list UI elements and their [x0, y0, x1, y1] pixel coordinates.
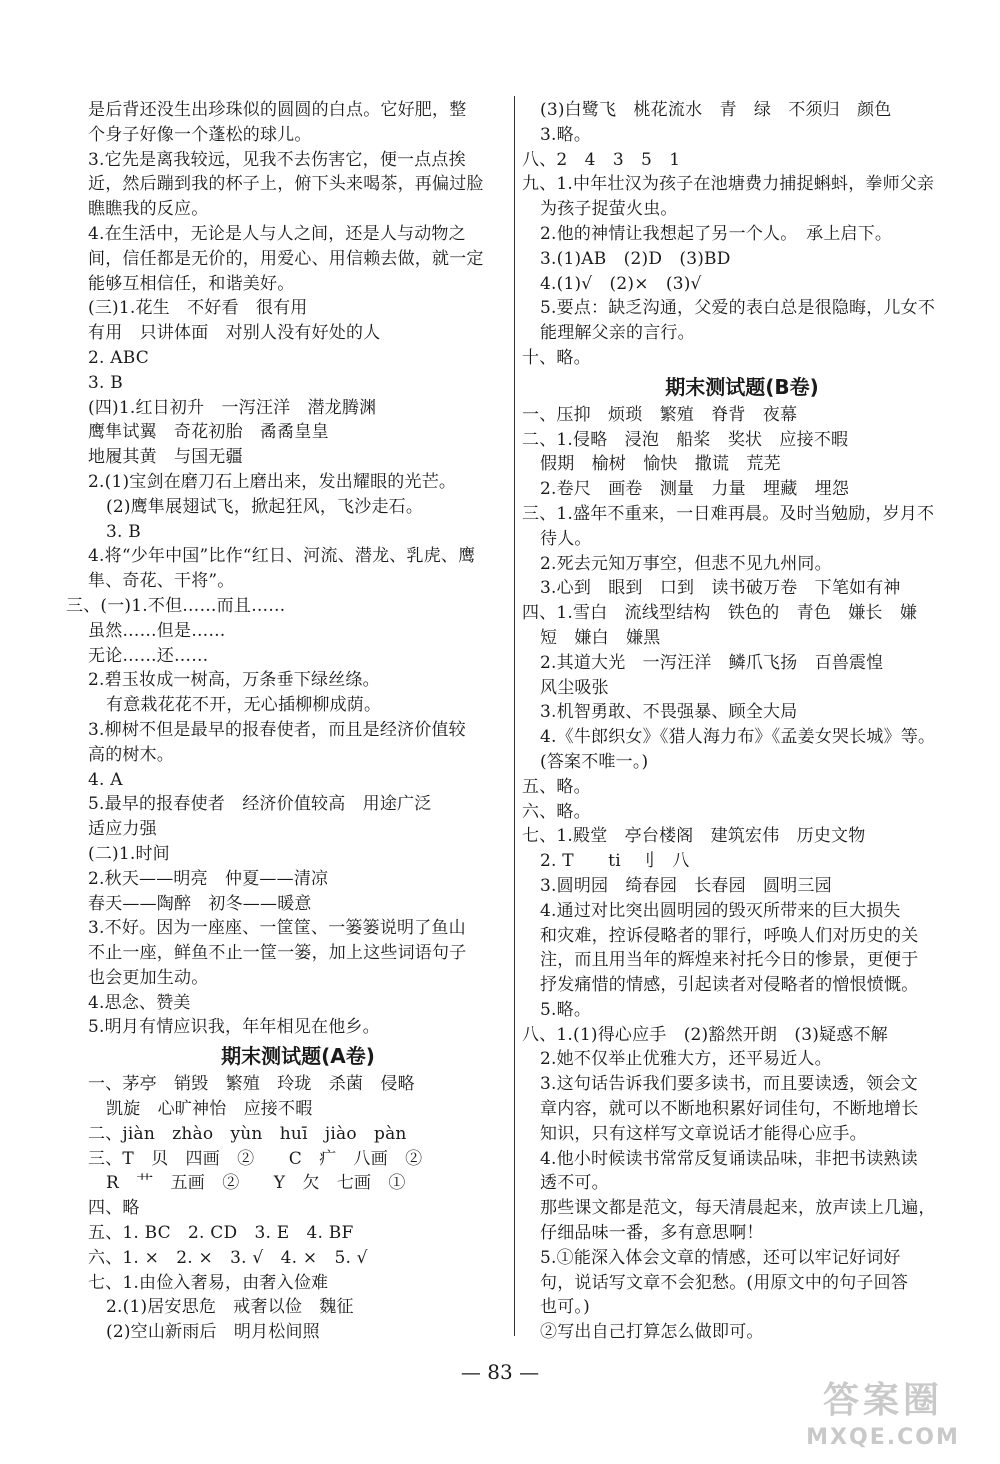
answer-line: 十、略。 — [522, 347, 591, 368]
answer-line: 也会更加生动。 — [88, 967, 209, 988]
answer-line: R 艹 五画 ② Y 欠 七画 ① — [106, 1173, 406, 1194]
answer-line: 3.圆明园 绮春园 长春园 圆明三园 — [540, 875, 832, 896]
answer-line: 4.在生活中，无论是人与人之间，还是人与动物之 — [88, 223, 466, 244]
answer-line: 3.(1)AB (2)D (3)BD — [540, 248, 731, 269]
answer-line: 透不可。 — [540, 1173, 609, 1194]
answer-line: 2.她不仅举止优雅大方，还平易近人。 — [540, 1049, 832, 1070]
answer-line: 一、压抑 烦琐 繁殖 脊背 夜幕 — [522, 404, 798, 425]
answer-line: 3.机智勇敢、不畏强暴、顾全大局 — [540, 702, 798, 723]
left-column — [66, 98, 508, 1345]
answer-line: 五、1. BC 2. CD 3. E 4. BF — [88, 1223, 354, 1244]
section-heading: 期末测试题(B卷) — [665, 374, 819, 399]
answer-line: 虽然……但是…… — [88, 620, 226, 641]
answer-line: 近，然后蹦到我的杯子上，俯下头来喝茶，再偏过脸 — [88, 174, 484, 195]
answer-line: 5.①能深入体会文章的情感，还可以牢记好词好 — [540, 1247, 901, 1268]
answer-line: 3.不好。因为一座座、一筐筐、一篓篓说明了鱼山 — [88, 918, 466, 939]
answer-line: 2.(1)宝剑在磨刀石上磨出来，发出耀眼的光芒。 — [88, 471, 457, 492]
answer-line: 三、1.盛年不重来，一日难再晨。及时当勉励，岁月不 — [522, 503, 935, 524]
section-heading: 期末测试题(A卷) — [221, 1044, 375, 1069]
answer-line: 三、T 贝 四画 ② C 疒 八画 ② — [88, 1148, 423, 1169]
answer-line: 5.明月有情应识我，年年相见在他乡。 — [88, 1017, 380, 1038]
answer-line: 仔细品味一番，多有意思啊！ — [540, 1223, 764, 1244]
answer-line: 和灾难，控诉侵略者的罪行，呼唤人们对历史的关 — [540, 925, 919, 946]
answer-line: 短 嫌白 嫌黑 — [540, 627, 661, 648]
answer-line: 八、2 4 3 5 1 — [522, 149, 681, 170]
watermark-url: MXQE.COM — [806, 1425, 960, 1450]
answer-line: 3.柳树不但是最早的报春使者，而且是经济价值较 — [88, 719, 466, 740]
answer-line: 个身子好像一个蓬松的球儿。 — [88, 124, 312, 145]
answer-line: 适应力强 — [88, 819, 157, 840]
answer-line: 能够互相信任，和谐美好。 — [88, 273, 295, 294]
answer-line: 5.最早的报春使者 经济价值较高 用途广泛 — [88, 794, 432, 815]
answer-line: 七、1.由俭入奢易，由奢入俭难 — [88, 1272, 329, 1293]
answer-line: 四、1.雪白 流线型结构 铁色的 青色 嫌长 嫌 — [522, 603, 918, 624]
answer-line: 不止一座，鲜鱼不止一筐一篓，加上这些词语句子 — [88, 943, 467, 964]
answer-line: (答案不唯一。) — [540, 751, 649, 772]
answer-line: 2. T ti 刂 八 — [540, 851, 690, 872]
answer-line: 2.卷尺 画卷 测量 力量 埋藏 埋怨 — [540, 479, 850, 500]
answer-line: (二)1.时间 — [88, 843, 170, 864]
answer-line: ②写出自己打算怎么做即可。 — [540, 1322, 764, 1343]
answer-line: (2)空山新雨后 明月松间照 — [106, 1322, 320, 1343]
answer-line: 4.《牛郎织女》《猎人海力布》《孟姜女哭长城》等。 — [540, 727, 936, 748]
answer-line: 2.碧玉妆成一树高，万条垂下绿丝绦。 — [88, 670, 380, 691]
answer-line: 待人。 — [540, 528, 592, 549]
answer-line: 六、1. × 2. × 3. √ 4. × 5. √ — [88, 1247, 368, 1268]
answer-line: (四)1.红日初升 一泻汪洋 潜龙腾渊 — [88, 397, 377, 418]
answer-line: 3.略。 — [540, 124, 592, 145]
answer-line: 五、略。 — [522, 776, 591, 797]
answer-line: 间，信任都是无价的，用爱心、用信赖去做，就一定 — [88, 248, 484, 269]
answer-line: 2.死去元知万事空，但悲不见九州同。 — [540, 553, 832, 574]
answer-line: 二、jiàn zhào yùn huī jiào pàn — [88, 1123, 407, 1144]
column-divider — [514, 96, 515, 1336]
answer-line: 风尘吸张 — [540, 677, 609, 698]
answer-line: 是后背还没生出珍珠似的圆圆的白点。它好肥，整 — [88, 100, 467, 120]
answer-line: 高的树木。 — [88, 744, 174, 765]
answer-line: 四、略 — [88, 1198, 140, 1219]
answer-line: 凯旋 心旷神怡 应接不暇 — [106, 1099, 313, 1120]
answer-line: 一、茅亭 销毁 繁殖 玲珑 杀菌 侵略 — [88, 1074, 415, 1095]
answer-line: 2.(1)居安思危 戒奢以俭 魏征 — [106, 1297, 354, 1318]
answer-line: 春天——陶醉 初冬——暖意 — [88, 893, 312, 914]
answer-line: 3.它先是离我较远，见我不去伤害它，便一点点挨 — [88, 149, 466, 170]
answer-line: (3)白鹭飞 桃花流水 青 绿 不须归 颜色 — [540, 100, 892, 120]
answer-line: (2)鹰隼展翅试飞，掀起狂风，飞沙走石。 — [106, 496, 424, 517]
answer-line: 二、1.侵略 浸泡 船桨 奖状 应接不暇 — [522, 429, 849, 450]
answer-line: 3.这句话告诉我们要多读书，而且要读透，领会文 — [540, 1074, 918, 1095]
answer-line: 隼、奇花、干将”。 — [88, 571, 235, 592]
answer-line: 九、1.中年壮汉为孩子在池塘费力捕捉蝌蚪，拳师父亲 — [522, 174, 935, 195]
answer-line: 无论……还…… — [88, 645, 209, 666]
answer-line: 为孩子捉萤火虫。 — [540, 199, 678, 220]
answer-line: 有用 只讲体面 对别人没有好处的人 — [88, 323, 381, 344]
answer-line: 知识，只有这样写文章说话才能得心应手。 — [540, 1123, 867, 1144]
watermark-title: 答案圈 — [822, 1380, 943, 1421]
answer-line: 4.将“少年中国”比作“红日、河流、潜龙、乳虎、鹰 — [88, 546, 476, 567]
answer-line: 句，说话写文章不会犯愁。(用原文中的句子回答 — [540, 1272, 909, 1293]
answer-line: (三)1.花生 不好看 很有用 — [88, 298, 308, 319]
answer-line: 2.秋天——明亮 仲夏——清凉 — [88, 868, 329, 889]
answer-line: 5.要点：缺乏沟通，父爱的表白总是很隐晦，儿女不 — [540, 298, 936, 319]
answer-line: 章内容，就可以不断地积累好词佳句，不断地增长 — [540, 1099, 919, 1120]
page-number: — 83 — — [460, 1360, 540, 1384]
answer-line: 4.他小时候读书常常反复诵读品味，非把书读熟读 — [540, 1148, 918, 1169]
answer-line: 2.他的神情让我想起了另一个人。 承上启下。 — [540, 223, 893, 244]
answer-line: 抒发痛惜的情感，引起读者对侵略者的憎恨愤慨。 — [540, 975, 919, 996]
right-column — [522, 98, 962, 1345]
answer-line: 鹰隼试翼 奇花初胎 矞矞皇皇 — [88, 422, 329, 443]
answer-line: 有意栽花花不开，无心插柳柳成荫。 — [106, 695, 382, 716]
answer-line: 注，而且用当年的辉煌来衬托今日的惨景，更便于 — [540, 950, 919, 971]
answer-line: 2. ABC — [88, 347, 149, 368]
answer-line: 5.略。 — [540, 999, 592, 1020]
answer-line: 三、(一)1.不但……而且…… — [66, 595, 286, 616]
answer-line: 地履其黄 与国无疆 — [88, 447, 243, 468]
answer-line: 4.思念、赞美 — [88, 992, 191, 1013]
answer-line: 4.通过对比突出圆明园的毁灭所带来的巨大损失 — [540, 900, 901, 921]
answer-line: 能理解父亲的言行。 — [540, 323, 695, 344]
answer-line: 3. B — [88, 372, 123, 393]
watermark-logo — [788, 1372, 978, 1452]
answer-line: 3. B — [106, 521, 141, 542]
answer-line: 4.(1)√ (2)× (3)√ — [540, 273, 702, 294]
answer-line: 4. A — [88, 769, 123, 790]
answer-line: 七、1.殿堂 亭台楼阁 建筑宏伟 历史文物 — [522, 826, 866, 847]
answer-line: 假期 榆树 愉快 撒谎 荒芜 — [540, 454, 781, 475]
answer-line: 那些课文都是范文，每天清晨起来，放声读上几遍， — [540, 1198, 936, 1219]
answer-line: 六、略。 — [522, 801, 591, 822]
answer-line: 也可。) — [540, 1297, 590, 1318]
answer-line: 3.心到 眼到 口到 读书破万卷 下笔如有神 — [540, 578, 901, 599]
answer-line: 八、1.(1)得心应手 (2)豁然开朗 (3)疑惑不解 — [522, 1024, 888, 1045]
answer-line: 2.其道大光 一泻汪洋 鳞爪飞扬 百兽震惶 — [540, 652, 884, 673]
answer-line: 瞧瞧我的反应。 — [88, 199, 209, 220]
